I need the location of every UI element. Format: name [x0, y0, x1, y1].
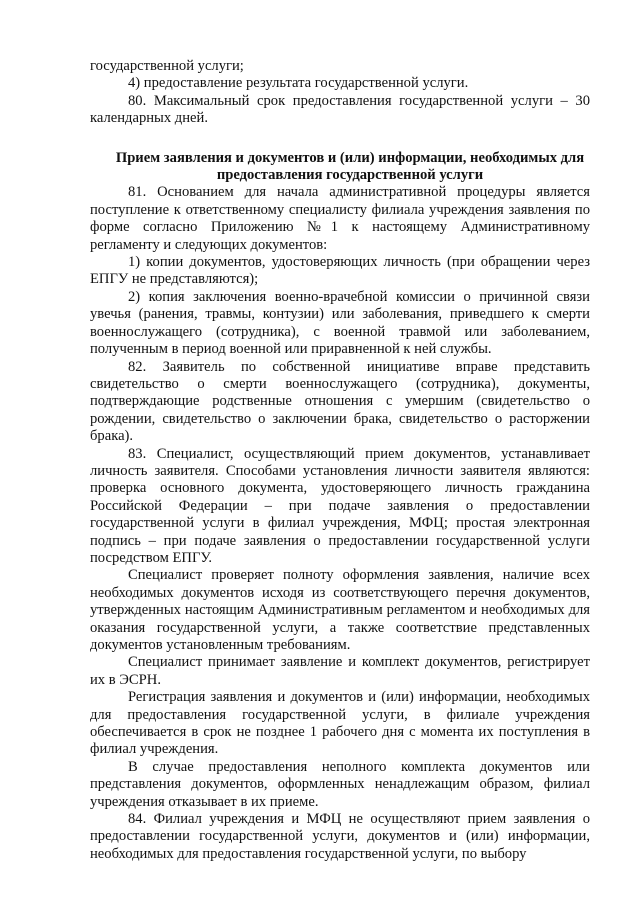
- section-heading: Прием заявления и документов и (или) информации, необходимых для предоставления государственной услуги: [115, 149, 585, 184]
- paragraph: Специалист проверяет полноту оформления заявления, наличие всех необходимых документов исходя из соответствующего перечня документов, утвержденных настоящим Административным регламентом и необходимых для оказания государственной услуги, а также соответствие представленных документов установленным требованиям.: [90, 567, 590, 653]
- document-page: [90, 58, 590, 863]
- paragraph-82: 82. Заявитель по собственной инициативе вправе представить свидетельство о смерти военнослужащего (сотрудника), документы, подтверждающие родственные отношения с умершим (свидетельство о рождении, свидетельство о заключении брака, свидетельство о расторжении брака).: [90, 358, 590, 445]
- paragraph-83: 83. Специалист, осуществляющий прием документов, устанавливает личность заявителя. Способами установления личности заявителя являются: проверка основного документа, удостоверяющего личность гражданина Российской Федерации – при подаче заявления о предоставлении государственной услуги в филиал учреждения, МФЦ; простая электронная подпись – при подаче заявления о предоставлении государственной услуги посредством ЕПГУ.: [90, 445, 590, 566]
- list-item: 2) копия заключения военно-врачебной комиссии о причинной связи увечья (ранения, травмы, контузии) или заболевания, приведшего к смерти военнослужащего (сотрудника), с военной травмой или заболеванием, полученным в период военной или приравненной к ней службы.: [90, 288, 590, 358]
- paragraph-84: 84. Филиал учреждения и МФЦ не осуществляют прием заявления о предоставлении государственной услуги, документов и (или) информации, необходимых для предоставления государственной услуги, по выбору: [90, 811, 590, 862]
- list-item: 4) предоставление результата государственной услуги.: [128, 75, 469, 92]
- paragraph: Специалист принимает заявление и комплект документов, регистрирует их в ЭСРН.: [90, 654, 590, 688]
- text-line: государственной услуги;: [90, 58, 244, 74]
- paragraph: В случае предоставления неполного комплекта документов или представления документов, оформленных ненадлежащим образом, филиал учреждения отказывает в их приеме.: [90, 758, 590, 810]
- paragraph: Регистрация заявления и документов и (или) информации, необходимых для предоставления государственной услуги, в филиале учреждения обеспечивается в срок не позднее 1 рабочего дня с момента их поступления в филиал учреждения.: [90, 689, 590, 758]
- paragraph-80: 80. Максимальный срок предоставления государственной услуги – 30 календарных дней.: [90, 92, 590, 127]
- list-item: 1) копии документов, удостоверяющих личность (при обращении через ЕПГУ не представляются);: [90, 254, 590, 288]
- paragraph-81: 81. Основанием для начала административной процедуры является поступление к ответственному специалисту филиала учреждения заявления по форме согласно Приложению №1 к настоящему Административному регламенту и следующих документов:: [90, 184, 590, 253]
